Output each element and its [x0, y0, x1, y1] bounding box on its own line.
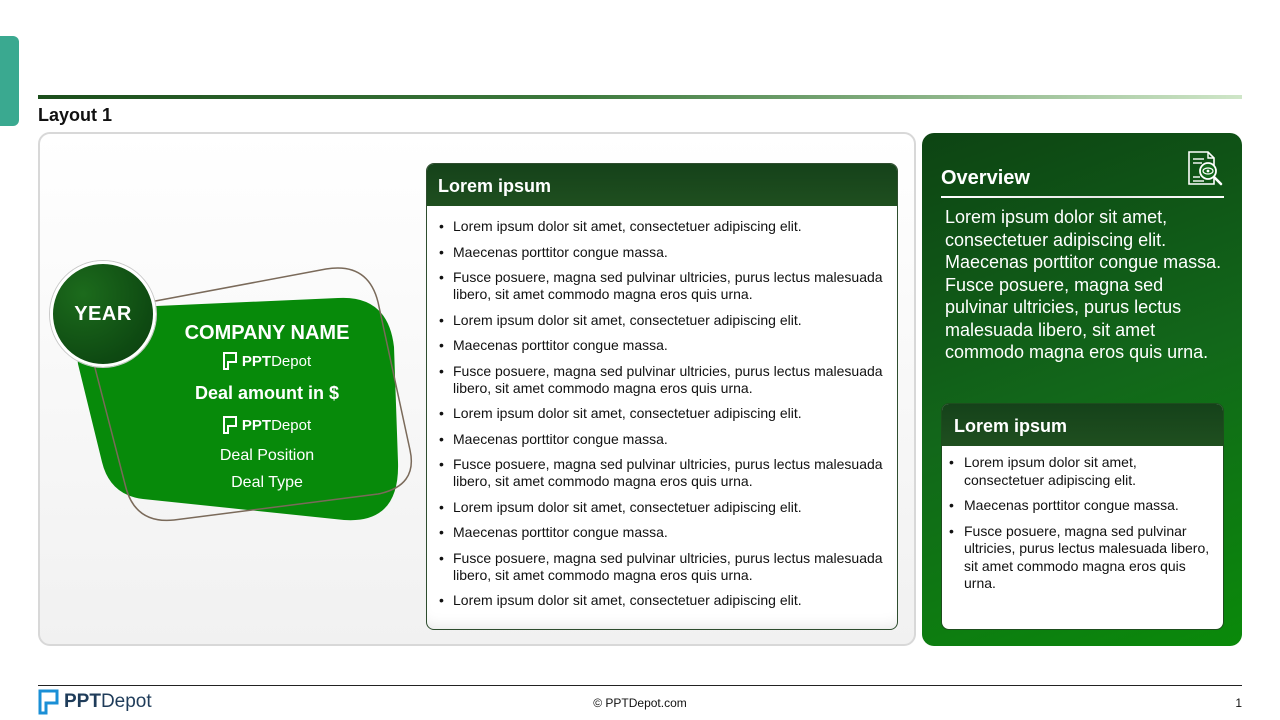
- list-item: • Maecenas porttitor congue massa.: [439, 337, 889, 354]
- overview-description: Lorem ipsum dolor sit amet, consectetuer adipiscing elit. Maecenas porttitor congue massa. Fusce posuere, magna sed pulvinar ultricies, purus lectus malesuada libero, sit amet commodo magna eros quis urna.: [945, 207, 1222, 362]
- list-item: • Fusce posuere, magna sed pulvinar ultricies, purus lectus malesuada libero, sit amet commodo magna eros quis urna.: [439, 269, 889, 303]
- list-item: • Lorem ipsum dolor sit amet, consectetuer adipiscing elit.: [439, 592, 889, 609]
- pptdepot-logo-icon: [223, 416, 238, 434]
- year-badge: [50, 261, 156, 367]
- title-underline: [38, 95, 1242, 99]
- list-item: • Maecenas porttitor congue massa.: [439, 431, 889, 448]
- list-item: • Lorem ipsum dolor sit amet, consectetuer adipiscing elit.: [439, 499, 889, 516]
- logo-bold-text: PPT: [241, 352, 272, 370]
- footer-divider: [38, 685, 1242, 686]
- page-title: Layout 1: [38, 105, 113, 125]
- logo-bold-text: PPT: [241, 416, 272, 434]
- list-item: • Lorem ipsum dolor sit amet, consectetuer adipiscing elit.: [439, 218, 889, 235]
- small-box-title: Lorem ipsum: [942, 404, 1223, 446]
- footer-logo-regular: Depot: [100, 691, 152, 712]
- company-logo: [160, 352, 374, 370]
- deal-logo: [160, 416, 374, 434]
- list-item: • Maecenas porttitor congue massa.: [949, 497, 1215, 515]
- small-bullet-list: [942, 446, 1223, 593]
- document-search-icon: [1186, 150, 1224, 188]
- list-item: • Maecenas porttitor congue massa.: [439, 524, 889, 541]
- company-name: COMPANY NAME: [184, 322, 350, 344]
- deal-amount: Deal amount in $: [194, 383, 340, 403]
- lorem-bullet-list: [427, 206, 897, 609]
- lorem-small-box: [941, 403, 1224, 630]
- side-accent-tab: [0, 36, 19, 126]
- list-item: • Maecenas porttitor congue massa.: [439, 244, 889, 261]
- deal-type: Deal Type: [231, 474, 303, 491]
- list-item: • Fusce posuere, magna sed pulvinar ultricies, purus lectus malesuada libero, sit amet commodo magna eros quis urna.: [439, 550, 889, 584]
- pptdepot-logo-icon: [223, 352, 238, 370]
- list-item: • Lorem ipsum dolor sit amet, consectetuer adipiscing elit.: [439, 312, 889, 329]
- logo-regular-text: Depot: [271, 416, 312, 434]
- logo-regular-text: Depot: [271, 352, 312, 370]
- lorem-content-box: [426, 163, 898, 630]
- list-item: • Fusce posuere, magna sed pulvinar ultricies, purus lectus malesuada libero, sit amet commodo magna eros quis urna.: [949, 523, 1215, 593]
- lorem-box-title: Lorem ipsum: [427, 164, 897, 206]
- overview-underline: [941, 196, 1224, 198]
- copyright-text: © PPTDepot.com: [593, 696, 687, 710]
- page-number: 1: [1235, 696, 1242, 710]
- footer-logo-bold: PPT: [64, 691, 101, 712]
- list-item: • Lorem ipsum dolor sit amet, consectetuer adipiscing elit.: [439, 405, 889, 422]
- list-item: • Fusce posuere, magna sed pulvinar ultricies, purus lectus malesuada libero, sit amet commodo magna eros quis urna.: [439, 456, 889, 490]
- overview-title: Overview: [941, 167, 1030, 189]
- list-item: • Fusce posuere, magna sed pulvinar ultricies, purus lectus malesuada libero, sit amet commodo magna eros quis urna.: [439, 363, 889, 397]
- list-item: • Lorem ipsum dolor sit amet, consectetuer adipiscing elit.: [949, 454, 1215, 489]
- deal-position: Deal Position: [219, 447, 315, 464]
- year-label: YEAR: [74, 302, 132, 325]
